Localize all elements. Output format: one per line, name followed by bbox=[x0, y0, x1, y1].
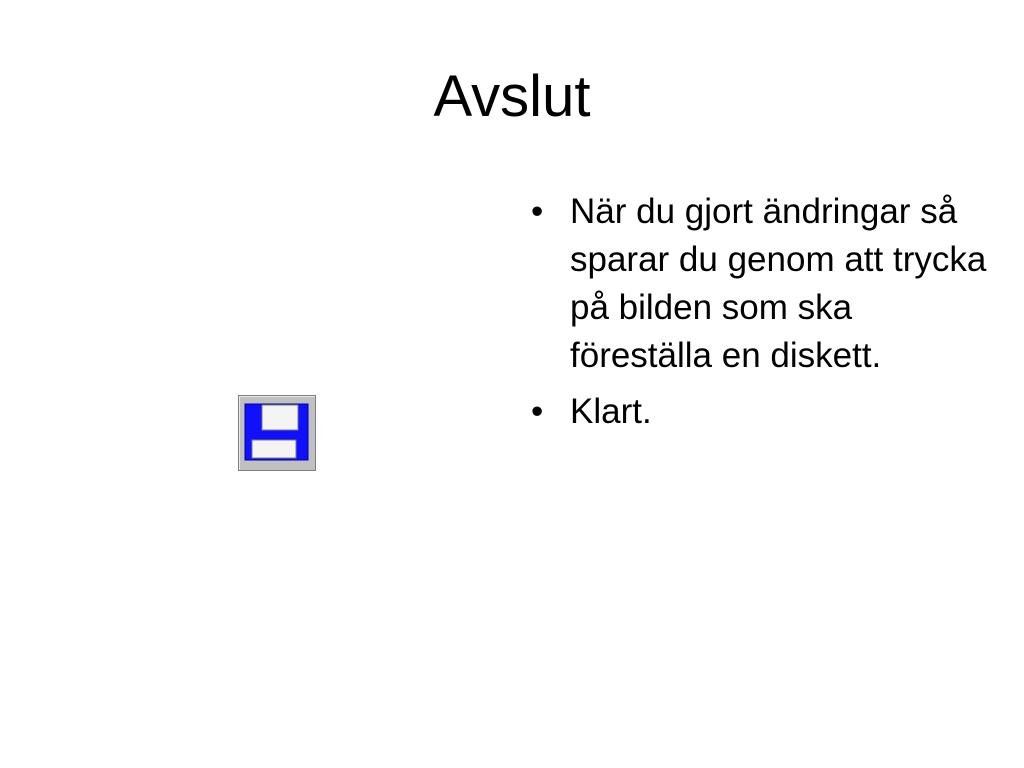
bullet-item bbox=[531, 388, 991, 436]
bullet-list bbox=[531, 188, 991, 436]
floppy-disk-icon bbox=[238, 395, 316, 471]
bullet-marker: • bbox=[531, 392, 544, 431]
save-button[interactable] bbox=[238, 395, 316, 471]
bullet-item bbox=[531, 188, 991, 380]
bullet-marker: • bbox=[531, 192, 544, 231]
slide-title: Avslut bbox=[433, 64, 591, 129]
bullet-content bbox=[531, 188, 991, 444]
bullet-text: När du gjort ändringar så sparar du genom att trycka på bilden som ska föreställa en diskett. bbox=[570, 192, 987, 375]
bullet-text: Klart. bbox=[570, 392, 652, 431]
